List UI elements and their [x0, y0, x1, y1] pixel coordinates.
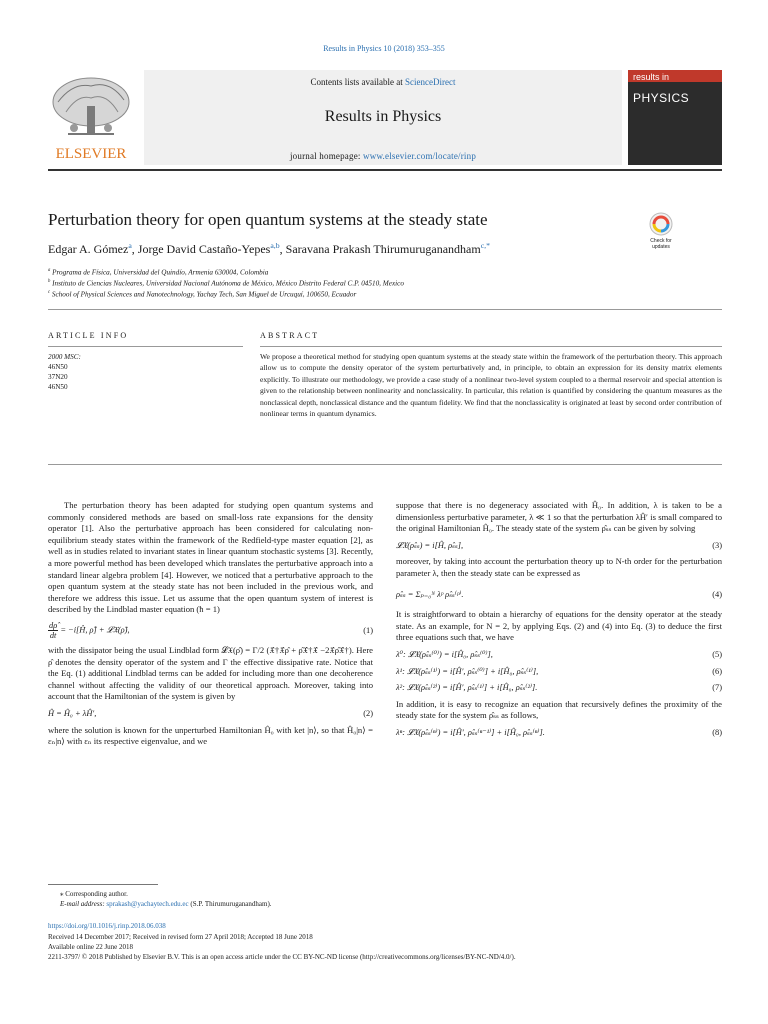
- equation-number: (5): [712, 649, 722, 659]
- body-paragraph: with the dissipator being the usual Lindblad form 𝓛𝔛(ρ̂) = Γ/2 (𝔛̂†𝔛̂ρ̂ + ρ̂𝔛̂†𝔛̂ −2𝔛̂ρ̂𝔛̂†). Here ρ̂ denotes the density operator of the system and Γ the effective dissipative rate. Notice that the Eq. (1) additional Lindblad terms can be added for including more than one decoherence channel without affecting the validity of our theoretical approach. Moreover, taking into account that the Hamiltonian of the system is given by: [48, 644, 373, 702]
- affiliation-text: Instituto de Ciencias Nucleares, Universidad Nacional Autónoma de México, México Distrito Federal C.P. 04510, Mexico: [52, 279, 404, 288]
- sciencedirect-link[interactable]: ScienceDirect: [405, 77, 456, 87]
- affiliation-rule: [48, 309, 722, 310]
- email-suffix: (S.P. Thirumuruganandham).: [188, 900, 272, 908]
- equation-4: [396, 589, 722, 601]
- article-info-heading: ARTICLE INFO: [48, 331, 129, 340]
- equation-8-expression: λⁿ: 𝓛𝔛(ρ̂ₛₛ⁽ⁿ⁾) = i[Ĥ′, ρ̂ₛₛ⁽ⁿ⁻¹⁾] + i[Ĥ₀, ρ̂ₛₛ⁽ⁿ⁾].: [396, 727, 545, 737]
- contents-prefix: Contents lists available at: [310, 77, 405, 87]
- license-statement: 2211-3797/ © 2018 Published by Elsevier B.V. This is an open access article under the CC BY-NC-ND license (http://creativecommons.org/licenses/BY-NC-ND/4.0/).: [48, 953, 516, 961]
- corresponding-author-note: ⁎ Corresponding author.: [60, 890, 128, 898]
- equation-2-expression: Ĥ = Ĥ₀ + λĤ′,: [48, 708, 97, 718]
- affiliation: [48, 279, 688, 287]
- contents-line: [144, 77, 622, 87]
- body-paragraph: moreover, by taking into account the perturbation theory up to N-th order for the perturbation parameter λ, then the steady state can be expressed as: [396, 556, 722, 578]
- affiliation: [48, 268, 688, 276]
- equation-1-expression: [48, 621, 130, 640]
- affiliation-mark: b: [48, 279, 51, 284]
- msc-label: 2000 MSC:: [48, 353, 81, 361]
- journal-homepage: [144, 151, 622, 161]
- svg-text:ELSEVIER: ELSEVIER: [55, 146, 127, 162]
- body-paragraph: The perturbation theory has been adapted for studying open quantum systems and commonly considered methods are based on small-loss rate expansions for the density operator [1]. Also the perturbative approach has been considered for calculating non-equilibrium steady states within the framework of the Redfield-type master equation [2], as well as in studies related to invariant states in linear quantum stochastic systems [3]. Recently, a more powerful method has been developed which translates the perturbative approach into a standard linear algebra problem [4]. However, we noticed that a perturbative approach to the open quantum system at the steady state has not been included in the previous work, and therefore we address this issue. Let us assume that the open quantum system of interest is described by the Lindblad master equation (ħ = 1): [48, 500, 373, 615]
- equation-8: [396, 727, 722, 739]
- doi-link[interactable]: https://doi.org/10.1016/j.rinp.2018.06.038: [48, 922, 166, 930]
- equation-number: (7): [712, 683, 722, 693]
- msc-code: 46N50: [48, 363, 68, 371]
- email-label: E-mail address:: [60, 900, 107, 908]
- author-email-link[interactable]: sprakash@yachaytech.edu.ec: [106, 900, 189, 908]
- received-dates: Received 14 December 2017; Received in revised form 27 April 2018; Accepted 18 June 2018: [48, 933, 313, 941]
- equation-1: [48, 621, 373, 640]
- cover-text-line1: results in: [633, 72, 670, 82]
- body-paragraph: where the solution is known for the unperturbed Hamiltonian Ĥ₀ with ket |n⟩, so that Ĥ₀|n⟩ = εₙ|n⟩ with εₙ its respective eigenvalue, and we: [48, 724, 373, 747]
- equation-number: (4): [712, 589, 722, 599]
- elsevier-tree-logo: [48, 72, 134, 162]
- abstract-heading: ABSTRACT: [260, 331, 320, 340]
- equation-number: (8): [712, 727, 722, 737]
- affiliation-mark: c: [48, 290, 51, 295]
- article-title: Perturbation theory for open quantum systems at the steady state: [48, 210, 488, 229]
- equation-number: (6): [712, 666, 722, 676]
- article-info-rule: [48, 346, 243, 347]
- author-list: Edgar A. Gómez$^a$, Jorge David Castaño-Yepes$^{a,b}$, Saravana Prakash Thirumuruganandham$^{c,*}$: [48, 241, 491, 256]
- affiliation-text: Programa de Física, Universidad del Quindío, Armenia 630004, Colombia: [52, 268, 269, 277]
- available-online-date: Available online 22 June 2018: [48, 943, 134, 951]
- equation-6: [396, 666, 722, 678]
- equation-7: [396, 682, 722, 694]
- equation-1-numerator: dρ̂: [49, 620, 58, 630]
- equation-number: (1): [363, 625, 373, 635]
- author-affiliation-mark[interactable]: a,b: [270, 241, 280, 250]
- journal-citation[interactable]: Results in Physics 10 (2018) 353–355: [323, 44, 445, 53]
- body-column-left: [48, 500, 373, 748]
- equation-1-fraction: [48, 621, 58, 640]
- abstract-text: We propose a theoretical method for studying open quantum systems at the steady state within the framework of the perturbation theory. This approach allow us to compute the density operator of the system perturbatively and, in principle, to obtain an expression for its density matrix elements explicitly. To illustrate our methodology, we provide a case study of a nonlinear two-level system coupled to a thermal reservoir and special attention is given to the relationship between nonlinearity and nonclassicality. In particular, this relation is quantified by considering the quantum measures as the nonclassical depth, nonclassical distance and the quantum fidelity. We find that the nonclassicality is originated at least by second order contribution of nonlinear terms in quantum dynamics.: [260, 352, 722, 419]
- equation-5-expression: λ⁰: 𝓛𝔛(ρ̂ₛₛ⁽⁰⁾) = i[Ĥ₀, ρ̂ₛₛ⁽⁰⁾],: [396, 649, 493, 659]
- abstract-bottom-rule: [48, 464, 722, 465]
- affiliation: [48, 290, 688, 298]
- msc-code: 37N20: [48, 373, 68, 381]
- journal-cover: [628, 70, 722, 165]
- body-paragraph: In addition, it is easy to recognize an equation that recursively defines the proximity of the steady state for the system ρ̂ₛₛ as follows,: [396, 698, 722, 721]
- msc-code: 46N50: [48, 383, 68, 391]
- footnote-rule: [48, 884, 158, 885]
- equation-number: (3): [712, 540, 722, 550]
- equation-2: [48, 708, 373, 720]
- body-column-right: [396, 500, 722, 744]
- cover-text-line2: PHYSICS: [633, 91, 690, 105]
- journal-title: Results in Physics: [324, 108, 442, 125]
- email-note: [60, 899, 272, 909]
- author-name: Saravana Prakash Thirumuruganandham: [285, 242, 481, 256]
- equation-3: [396, 540, 722, 552]
- author-name: Jorge David Castaño-Yepes: [137, 242, 271, 256]
- author-name: Edgar A. Gómez: [48, 242, 129, 256]
- author-affiliation-mark[interactable]: a: [128, 241, 132, 250]
- homepage-prefix: journal homepage:: [289, 151, 364, 161]
- homepage-link[interactable]: www.elsevier.com/locate/rinp: [363, 151, 477, 161]
- equation-6-expression: λ¹: 𝓛𝔛(ρ̂ₛₛ⁽¹⁾) = i[Ĥ′, ρ̂ₛₛ⁽⁰⁾] + i[Ĥ₀, ρ̂ₛₛ⁽¹⁾],: [396, 666, 539, 676]
- author-affiliation-mark[interactable]: c,*: [480, 241, 491, 250]
- equation-1-rhs: = −i[Ĥ, ρ̂] + 𝓛𝔛(ρ̂),: [58, 625, 130, 635]
- equation-5: [396, 649, 722, 661]
- check-for-updates-label: Check for updates: [650, 238, 672, 250]
- abstract-rule: [260, 346, 722, 347]
- masthead-rule: [48, 169, 722, 171]
- msc-codes: [48, 352, 81, 392]
- equation-1-denominator: dt: [49, 630, 57, 640]
- affiliation-text: School of Physical Sciences and Nanotechnology, Yachay Tech, San Miguel de Urcuquí, 100650, Ecuador: [51, 290, 357, 299]
- equation-number: (2): [363, 708, 373, 718]
- affiliation-mark: a: [48, 268, 51, 273]
- equation-4-expression: ρ̂ₛₛ = Σₚ₌₀ᴺ λᵖ ρ̂ₛₛ⁽ᵖ⁾.: [396, 589, 464, 599]
- body-paragraph: It is straightforward to obtain a hierarchy of equations for the density operator at the steady state. As an example, for N = 2, by applying Eqs. (2) and (4) into Eq. (3) to deduce the first three equations such that, we have: [396, 609, 722, 643]
- equation-3-expression: 𝓛𝔛(ρ̂ₛₛ) = i[Ĥ, ρ̂ₛₛ],: [396, 540, 464, 550]
- body-paragraph: suppose that there is no degeneracy associated with Ĥ₀. In addition, λ is taken to be a dimensionless perturbative parameter, λ ≪ 1 so that the perturbation λĤ′ is small compared to the original Hamiltonian Ĥ₀. The steady state of the system ρ̂ₛₛ can be given by solving: [396, 500, 722, 534]
- equation-7-expression: λ²: 𝓛𝔛(ρ̂ₛₛ⁽²⁾) = i[Ĥ′, ρ̂ₛₛ⁽¹⁾] + i[Ĥ₀, ρ̂ₛₛ⁽²⁾].: [396, 683, 538, 693]
